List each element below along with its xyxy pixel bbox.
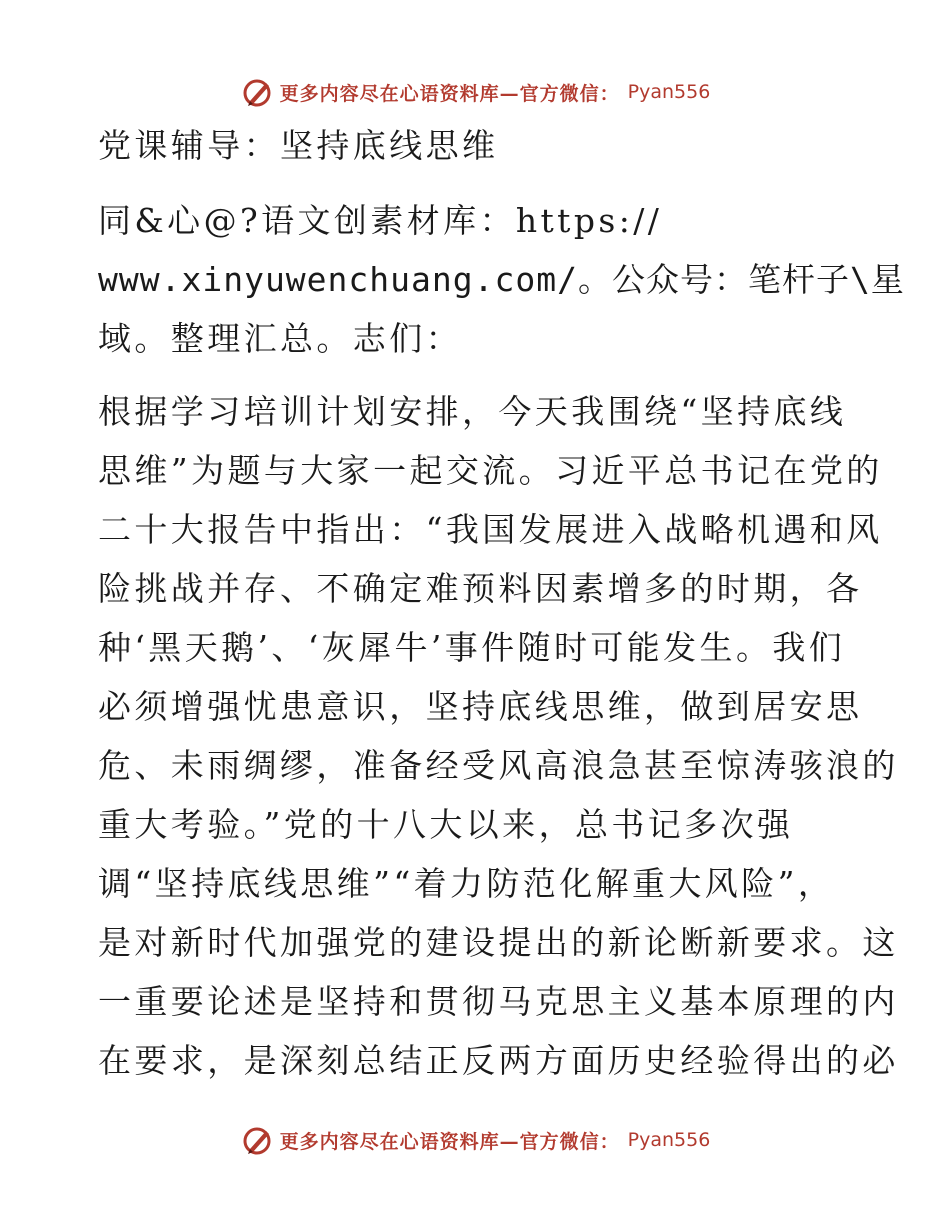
text-line: 在要求，是深刻总结正反两方面历史经验得出的必 bbox=[98, 1041, 899, 1080]
text-line: 险挑战并存、不确定难预料因素增多的时期，各 bbox=[98, 569, 863, 608]
text-line: 危、未雨绸缪，准备经受风高浪急甚至惊涛骇浪的 bbox=[98, 746, 899, 785]
pen-logo-icon bbox=[240, 75, 274, 109]
text-line: 同&心@?语文创素材库：https:// bbox=[98, 201, 663, 240]
document-title: 党课辅导：坚持底线思维 bbox=[98, 126, 499, 165]
wechat-id: Pyan556 bbox=[627, 1129, 711, 1151]
text-line: 思维”为题与大家一起交流。习近平总书记在党的 bbox=[98, 451, 883, 490]
text-line: www.xinyuwenchuang.com/。公众号：笔杆子\星 bbox=[98, 260, 905, 299]
text-line: 调“坚持底线思维”“着力防范化解重大风险”， bbox=[98, 864, 835, 903]
text-line: 重大考验。”党的十八大以来，总书记多次强 bbox=[98, 805, 794, 844]
text-line: 种‘黑天鹅’、‘灰犀牛’事件随时可能发生。我们 bbox=[98, 628, 846, 667]
text-line: 根据学习培训计划安排，今天我围绕“坚持底线 bbox=[98, 392, 847, 431]
text-line: 是对新时代加强党的建设提出的新论断新要求。这 bbox=[98, 923, 899, 962]
header-banner bbox=[0, 72, 950, 112]
banner-text: 更多内容尽在心语资料库—官方微信： bbox=[279, 82, 620, 105]
pen-logo-icon bbox=[240, 1123, 274, 1157]
footer-banner bbox=[0, 1120, 950, 1160]
wechat-id: Pyan556 bbox=[627, 81, 711, 103]
text-line: 一重要论述是坚持和贯彻马克思主义基本原理的内 bbox=[98, 982, 899, 1021]
text-line: 域。整理汇总。志们： bbox=[98, 319, 462, 358]
text-line: 必须增强忧患意识，坚持底线思维，做到居安思 bbox=[98, 687, 863, 726]
banner-text: 更多内容尽在心语资料库—官方微信： bbox=[279, 1130, 620, 1153]
text-line: 二十大报告中指出：“我国发展进入战略机遇和风 bbox=[98, 510, 883, 549]
